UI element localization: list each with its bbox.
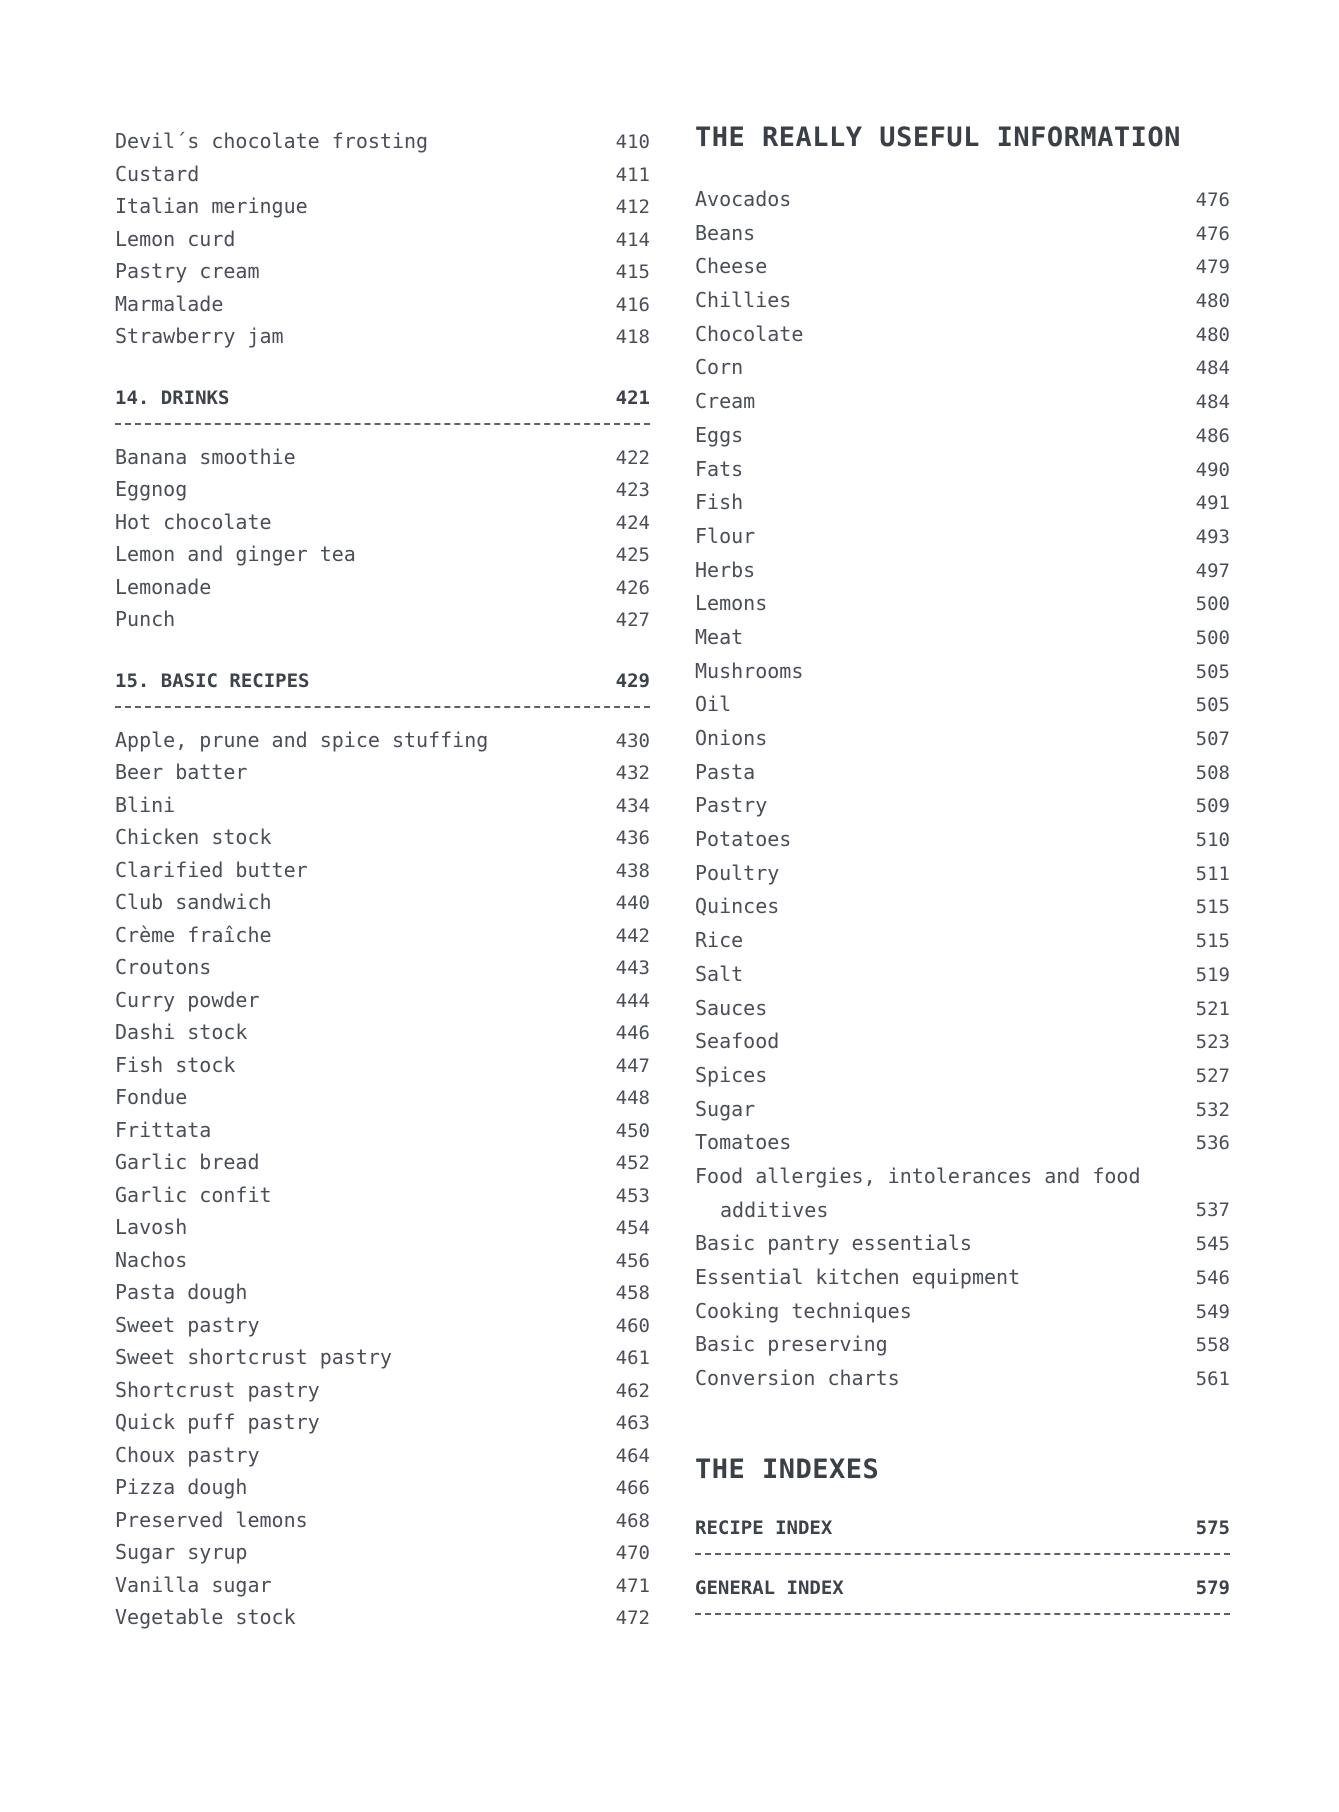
useful-info-entries [695, 183, 1230, 1160]
toc-entry[interactable] [115, 1569, 650, 1602]
entry-page: 484 [1195, 391, 1230, 414]
toc-entry[interactable] [115, 158, 650, 191]
entry-page: 500 [1195, 593, 1230, 616]
entry-page: 464 [615, 1444, 650, 1467]
entry-page: 537 [1195, 1198, 1230, 1221]
toc-entry[interactable] [695, 655, 1230, 689]
entry-page: 500 [1195, 626, 1230, 649]
entry-label: Sugar [695, 1096, 756, 1121]
entry-page: 468 [615, 1509, 650, 1532]
toc-entry[interactable] [115, 1081, 650, 1114]
toc-entry[interactable] [695, 486, 1230, 520]
entry-page: 460 [615, 1314, 650, 1337]
entry-page: 410 [615, 131, 650, 153]
entry-label: Herbs [695, 557, 756, 582]
toc-entry[interactable] [695, 1227, 1230, 1261]
entry-page: 461 [615, 1347, 650, 1369]
entry-label: Apple, prune and spice stuffing [115, 727, 489, 752]
toc-entry[interactable] [115, 1341, 650, 1374]
toc-entry[interactable] [115, 1211, 650, 1244]
entry-page: 446 [615, 1022, 650, 1044]
toc-entry[interactable] [695, 789, 1230, 823]
entry-page: 505 [1195, 660, 1230, 683]
toc-entry[interactable] [695, 756, 1230, 790]
section-page: 421 [615, 386, 650, 409]
entry-page: 432 [615, 762, 650, 784]
entry-page: 511 [1195, 862, 1230, 885]
toc-entry[interactable] [115, 854, 650, 887]
toc-entry[interactable] [115, 190, 650, 223]
toc-entry[interactable] [115, 441, 650, 474]
entry-page: 463 [615, 1412, 650, 1434]
toc-entry[interactable] [695, 1295, 1230, 1329]
entry-page: 447 [615, 1054, 650, 1077]
entry-page: 521 [1195, 997, 1230, 1020]
toc-entry[interactable] [115, 1244, 650, 1277]
toc-entry[interactable] [115, 1374, 650, 1407]
toc-entry[interactable] [115, 1276, 650, 1309]
entry-label: Avocados [695, 187, 792, 211]
toc-entry[interactable] [115, 571, 650, 604]
entry-label: Quick puff pastry [115, 1410, 320, 1434]
entry-page: 484 [1195, 357, 1230, 380]
basic-recipes-entries [115, 724, 650, 1634]
entry-label: Dashi stock [115, 1020, 248, 1044]
entry-label: Vanilla sugar [115, 1572, 272, 1597]
entry-label: Beer batter [115, 760, 248, 784]
entry-page: 438 [615, 859, 650, 882]
entry-page: 454 [615, 1217, 650, 1239]
entry-page: 519 [1195, 963, 1230, 986]
entry-label: Choux pastry [115, 1442, 260, 1467]
entry-page: 466 [615, 1477, 650, 1499]
toc-entry[interactable] [695, 1126, 1230, 1160]
entry-label-line1: Food allergies, intolerances and food [695, 1163, 1141, 1188]
entry-label: Custard [115, 161, 200, 186]
recipe-index-link[interactable] [695, 1513, 1230, 1543]
toc-entry[interactable] [695, 183, 1230, 217]
useful-info-heading: THE REALLY USEFUL INFORMATION [695, 122, 1181, 153]
entry-label: Banana smoothie [115, 444, 296, 469]
entry-label: Rice [695, 928, 744, 953]
entry-label: Eggs [695, 422, 744, 447]
toc-entry[interactable] [695, 958, 1230, 992]
entry-page: 479 [1195, 256, 1230, 279]
entry-label: Lemon and ginger tea [115, 542, 356, 566]
dashed-divider [115, 706, 650, 708]
section-heading-drinks[interactable] [115, 383, 650, 413]
entry-label: Lemon curd [115, 226, 236, 251]
entry-label: Fish [695, 490, 744, 515]
entry-page: 476 [1195, 222, 1230, 245]
entry-label: Fats [695, 456, 744, 481]
entry-label: Italian meringue [115, 194, 308, 218]
toc-entry[interactable] [695, 992, 1230, 1026]
toc-entry[interactable] [115, 756, 650, 789]
entry-page: 523 [1195, 1031, 1230, 1054]
toc-entry[interactable] [115, 1601, 650, 1634]
entry-page: 505 [1195, 694, 1230, 717]
entry-label: Beans [695, 220, 756, 245]
entry-page: 411 [615, 163, 650, 186]
entry-label: Devil´s chocolate frosting [115, 129, 429, 153]
dashed-divider [695, 1553, 1230, 1555]
entry-page: 480 [1195, 290, 1230, 313]
toc-entry[interactable] [695, 924, 1230, 958]
entry-page: 508 [1195, 761, 1230, 784]
toc-entry[interactable] [695, 1059, 1230, 1093]
entry-label: Lemons [695, 591, 768, 616]
entry-page: 515 [1195, 896, 1230, 919]
entry-label: Fish stock [115, 1052, 236, 1077]
toc-entry[interactable] [695, 351, 1230, 385]
entry-page: 415 [615, 261, 650, 283]
entry-page: 545 [1195, 1233, 1230, 1256]
toc-entry[interactable] [695, 453, 1230, 487]
toc-entry[interactable] [115, 288, 650, 321]
entry-page: 412 [615, 196, 650, 218]
entry-label: Cream [695, 389, 756, 414]
entry-label: Fondue [115, 1085, 188, 1109]
toc-entry[interactable] [115, 223, 650, 256]
toc-entry[interactable] [695, 1093, 1230, 1127]
entry-page: 536 [1195, 1132, 1230, 1155]
entry-page: 442 [615, 924, 650, 947]
entry-label: Salt [695, 961, 744, 986]
entry-label: Poultry [695, 860, 780, 885]
toc-entry[interactable] [695, 554, 1230, 588]
toc-entry[interactable] [695, 419, 1230, 453]
entry-label: Crème fraîche [115, 922, 272, 947]
toc-entry[interactable] [115, 1406, 650, 1439]
entry-label: Onions [695, 726, 768, 750]
entry-label: Essential kitchen equipment [695, 1265, 1021, 1290]
entry-label: Meat [695, 624, 744, 649]
toc-entry[interactable] [115, 1179, 650, 1212]
entry-label: Nachos [115, 1247, 188, 1272]
entry-label: Curry powder [115, 987, 260, 1012]
entry-label: Shortcrust pastry [115, 1377, 320, 1402]
entry-label: Quinces [695, 894, 780, 919]
toc-entry[interactable] [115, 1504, 650, 1537]
entry-label: Mushrooms [695, 658, 804, 683]
toc-entry[interactable] [115, 1536, 650, 1569]
entry-page: 497 [1195, 559, 1230, 582]
entry-page: 561 [1195, 1368, 1230, 1391]
entry-label: Pastry cream [115, 259, 260, 283]
entry-page: 456 [615, 1249, 650, 1272]
drinks-entries [115, 441, 650, 636]
section-heading-basic-recipes[interactable] [115, 666, 650, 696]
entry-label: Garlic bread [115, 1150, 260, 1174]
index-title: GENERAL INDEX [695, 1576, 844, 1599]
general-index-link[interactable] [695, 1573, 1230, 1603]
toc-entry[interactable] [115, 724, 650, 757]
toc-entry[interactable] [695, 250, 1230, 284]
entry-label: Club sandwich [115, 890, 272, 914]
toc-entry[interactable] [695, 1362, 1230, 1396]
entry-label: Potatoes [695, 827, 792, 852]
entry-label: Basic pantry essentials [695, 1231, 972, 1256]
entry-page: 471 [615, 1574, 650, 1597]
index-title: RECIPE INDEX [695, 1516, 833, 1539]
index-page: 575 [1195, 1516, 1230, 1539]
entry-page: 414 [615, 228, 650, 251]
toc-entry[interactable] [695, 722, 1230, 756]
entry-label: Marmalade [115, 291, 224, 316]
entry-label: Spices [695, 1062, 768, 1087]
toc-entry[interactable] [695, 318, 1230, 352]
entry-page: 527 [1195, 1064, 1230, 1087]
entry-label: Conversion charts [695, 1366, 900, 1391]
entry-page: 440 [615, 892, 650, 914]
toc-entry[interactable] [115, 984, 650, 1017]
entry-page: 490 [1195, 458, 1230, 481]
toc-entry[interactable] [695, 217, 1230, 251]
entry-label: Eggnog [115, 477, 188, 501]
toc-entry[interactable] [115, 1146, 650, 1179]
toc-entry[interactable] [115, 1114, 650, 1147]
useful-info-tail-entries [695, 1227, 1230, 1395]
entry-page: 425 [615, 544, 650, 566]
toc-entry[interactable] [695, 520, 1230, 554]
entry-label: Tomatoes [695, 1130, 792, 1155]
toc-entry[interactable] [115, 951, 650, 984]
toc-entry[interactable] [115, 538, 650, 571]
entry-label: Sweet pastry [115, 1312, 260, 1337]
toc-entry[interactable] [115, 1309, 650, 1342]
entry-page: 434 [615, 794, 650, 817]
entry-label: Punch [115, 607, 176, 631]
entry-label: Sweet shortcrust pastry [115, 1345, 392, 1369]
entry-page: 510 [1195, 829, 1230, 852]
toc-entry[interactable] [115, 603, 650, 636]
entry-page: 549 [1195, 1300, 1230, 1323]
toc-entry[interactable] [695, 587, 1230, 621]
indexes-heading: THE INDEXES [695, 1453, 880, 1485]
left-column [115, 125, 650, 1634]
entry-page: 450 [615, 1119, 650, 1142]
toc-entry[interactable] [695, 688, 1230, 722]
entry-page: 418 [615, 326, 650, 348]
toc-entry[interactable] [115, 886, 650, 919]
entry-page: 452 [615, 1152, 650, 1174]
entry-label: Pasta [695, 759, 756, 784]
entry-label: Chicken stock [115, 825, 272, 849]
index-page: 579 [1195, 1576, 1230, 1599]
toc-entry[interactable] [115, 789, 650, 822]
entry-page: 546 [1195, 1267, 1230, 1290]
entry-page: 453 [615, 1184, 650, 1207]
entry-label: Chillies [695, 288, 792, 313]
entry-page: 416 [615, 293, 650, 316]
entry-label: Clarified butter [115, 857, 308, 882]
entry-page: 462 [615, 1379, 650, 1402]
dashed-divider [695, 1613, 1230, 1615]
entry-label: Flour [695, 523, 756, 548]
toc-entry[interactable] [695, 385, 1230, 419]
toc-entry[interactable] [115, 320, 650, 353]
toc-entry[interactable] [115, 473, 650, 506]
entry-label: Preserved lemons [115, 1507, 308, 1532]
entry-page: 444 [615, 989, 650, 1012]
toc-entry[interactable] [115, 1016, 650, 1049]
section-title: 14. DRINKS [115, 386, 230, 409]
toc-entry[interactable] [695, 621, 1230, 655]
entry-label: Seafood [695, 1029, 780, 1054]
entry-label: Sauces [695, 995, 768, 1020]
entry-label: Basic preserving [695, 1332, 888, 1357]
entry-label: Oil [695, 692, 732, 717]
entry-label: Pastry [695, 793, 768, 818]
entry-label: Strawberry jam [115, 324, 284, 348]
entry-label: Chocolate [695, 321, 804, 346]
entry-label: Cheese [695, 254, 768, 279]
entry-page: 424 [615, 511, 650, 534]
entry-label: Croutons [115, 955, 212, 979]
entry-page: 422 [615, 446, 650, 469]
entry-label: Pasta dough [115, 1280, 248, 1304]
entry-page: 448 [615, 1087, 650, 1109]
entry-page: 470 [615, 1542, 650, 1564]
toc-entry[interactable] [115, 821, 650, 854]
entry-page: 476 [1195, 189, 1230, 211]
entry-label: Hot chocolate [115, 509, 272, 534]
entry-page: 507 [1195, 728, 1230, 750]
entry-page: 532 [1195, 1098, 1230, 1121]
right-column [695, 122, 1230, 1631]
entry-label-line2: additives [720, 1197, 829, 1222]
entry-label: Pizza dough [115, 1475, 248, 1499]
entry-label: Lavosh [115, 1215, 188, 1239]
entry-page: 480 [1195, 323, 1230, 346]
entry-page: 491 [1195, 492, 1230, 515]
toc-entry[interactable] [695, 890, 1230, 924]
entry-label: Garlic confit [115, 1182, 272, 1207]
entry-page: 443 [615, 957, 650, 979]
toc-entry[interactable] [115, 1049, 650, 1082]
entry-page: 558 [1195, 1334, 1230, 1357]
toc-entry[interactable] [695, 284, 1230, 318]
entry-page: 509 [1195, 795, 1230, 818]
toc-entry[interactable] [695, 1328, 1230, 1362]
continued-entries [115, 125, 650, 353]
toc-entry[interactable] [115, 919, 650, 952]
entry-label: Corn [695, 355, 744, 380]
toc-entry[interactable] [695, 823, 1230, 857]
entry-page: 423 [615, 479, 650, 501]
entry-label: Cooking techniques [695, 1298, 912, 1323]
toc-entry[interactable] [115, 506, 650, 539]
entry-page: 427 [615, 609, 650, 631]
toc-entry[interactable] [695, 1261, 1230, 1295]
entry-page: 436 [615, 827, 650, 849]
entry-page: 493 [1195, 525, 1230, 548]
entry-page: 430 [615, 729, 650, 752]
section-page: 429 [615, 669, 650, 692]
toc-entry[interactable] [115, 1471, 650, 1504]
entry-page: 486 [1195, 424, 1230, 447]
toc-entry[interactable] [115, 1439, 650, 1472]
toc-entry-food-allergies[interactable] [695, 1160, 1230, 1227]
entry-page: 515 [1195, 930, 1230, 953]
toc-entry[interactable] [695, 1025, 1230, 1059]
section-title: 15. BASIC RECIPES [115, 669, 310, 692]
toc-entry[interactable] [695, 857, 1230, 891]
toc-entry[interactable] [115, 255, 650, 288]
entry-label: Vegetable stock [115, 1605, 296, 1629]
entry-label: Blini [115, 792, 176, 817]
entry-label: Lemonade [115, 574, 212, 599]
toc-entry[interactable] [115, 125, 650, 158]
entry-page: 426 [615, 576, 650, 599]
entry-label: Sugar syrup [115, 1540, 248, 1564]
entry-page: 472 [615, 1607, 650, 1629]
entry-page: 458 [615, 1282, 650, 1304]
entry-label: Frittata [115, 1117, 212, 1142]
dashed-divider [115, 423, 650, 425]
